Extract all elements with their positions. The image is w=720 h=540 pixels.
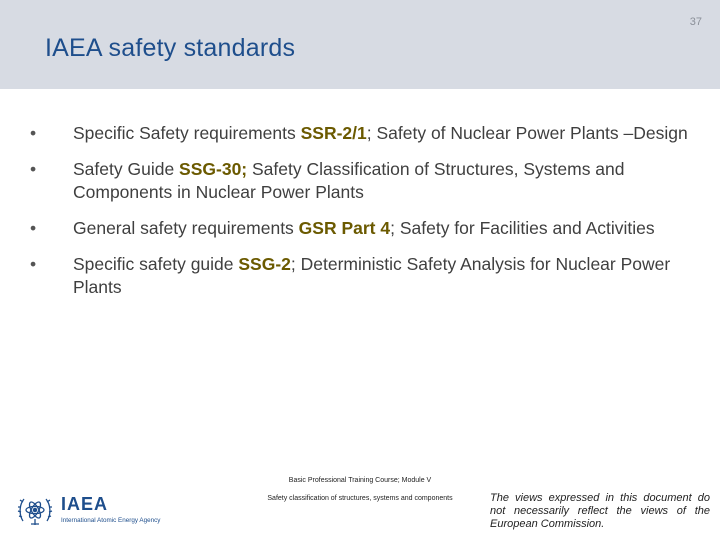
bullet-text-pre: Specific safety guide: [73, 254, 239, 274]
bullet-item: [30, 217, 690, 240]
bullet-icon: •: [30, 218, 37, 238]
standard-code: SSG-30;: [179, 159, 248, 179]
course-topic: Safety classification of structures, systems and components: [267, 495, 453, 502]
bullet-icon: •: [30, 254, 37, 274]
bullet-text-post: ; Safety of Nuclear Power Plants –Design: [366, 123, 688, 143]
standard-code: SSG-2: [238, 254, 291, 274]
logo-wordmark: IAEA: [61, 494, 109, 514]
bullet-text-post: Safety Classification of Structures, Systems and Components in Nuclear Power Plants: [73, 159, 625, 202]
bullet-item: [30, 253, 690, 299]
bullet-text-post: ; Safety for Facilities and Activities: [390, 218, 655, 238]
bullet-text-pre: Specific Safety requirements: [73, 123, 301, 143]
slide-title: IAEA safety standards: [45, 34, 296, 62]
bullet-text-post: ; Deterministic Safety Analysis for Nuclear Power Plants: [73, 254, 671, 297]
logo-subtext: International Atomic Energy Agency: [61, 517, 161, 524]
standard-code: GSR Part 4: [298, 218, 391, 238]
bullet-list: [30, 122, 690, 299]
bullet-icon: •: [30, 159, 37, 179]
bullet-item: [30, 122, 690, 145]
course-info: [245, 476, 475, 504]
bullet-icon: •: [30, 123, 37, 143]
course-title: Basic Professional Training Course; Module V: [288, 477, 432, 484]
slide-number: 37: [689, 16, 702, 28]
bullet-text-pre: Safety Guide: [73, 159, 180, 179]
iaea-emblem-icon: [15, 491, 55, 531]
bullet-text-pre: General safety requirements: [73, 218, 299, 238]
bullet-item: [30, 158, 690, 204]
standard-code: SSR-2/1: [300, 123, 367, 143]
iaea-logo: [15, 491, 165, 531]
disclaimer-text: The views expressed in this document do not necessarily reflect the views of the European Commission.: [490, 492, 710, 530]
